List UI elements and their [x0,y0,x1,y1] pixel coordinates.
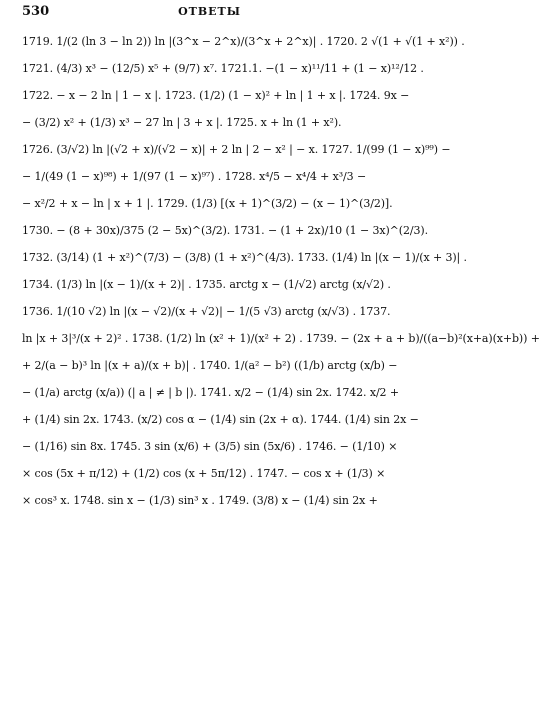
answer-line: × cos³ x. 1748. sin x − (1/3) sin³ x . 1749. (3/8) x − (1/4) sin 2x + [22,494,378,507]
answer-line: 1730. − (8 + 30x)/375 (2 − 5x)^(3/2). 1731. − (1 + 2x)/10 (1 − 3x)^(2/3). [22,224,428,237]
answer-line: + 2/(a − b)³ ln |(x + a)/(x + b)| . 1740. 1/(a² − b²) ((1/b) arctg (x/b) − [22,359,398,372]
answer-line: 1734. (1/3) ln |(x − 1)/(x + 2)| . 1735. arctg x − (1/√2) arctg (x/√2) . [22,278,391,291]
page-number: 530 [22,4,50,19]
answer-line: + (1/4) sin 2x. 1743. (x/2) cos α − (1/4) sin (2x + α). 1744. (1/4) sin 2x − [22,413,419,426]
answer-line: 1719. 1/(2 (ln 3 − ln 2)) ln |(3^x − 2^x)/(3^x + 2^x)| . 1720. 2 √(1 + √(1 + x²)) . [22,35,465,48]
answer-line: 1721. (4/3) x³ − (12/5) x⁵ + (9/7) x⁷. 1721.1. −(1 − x)¹¹/11 + (1 − x)¹²/12 . [22,62,424,75]
answer-line: − (1/16) sin 8x. 1745. 3 sin (x/6) + (3/5) sin (5x/6) . 1746. − (1/10) × [22,440,398,453]
answer-line: ln |x + 3|³/(x + 2)² . 1738. (1/2) ln (x² + 1)/(x² + 2) . 1739. − (2x + a + b)/((a−b)²(x+a)(x+b)) + [22,332,540,345]
page-header [22,4,397,20]
answer-line: − (3/2) x² + (1/3) x³ − 27 ln | 3 + x |. 1725. x + ln (1 + x²). [22,116,342,129]
page-title: ОТВЕТЫ [178,5,241,18]
answer-line: × cos (5x + π/12) + (1/2) cos (x + 5π/12) . 1747. − cos x + (1/3) × [22,467,386,480]
answer-line: − x²/2 + x − ln | x + 1 |. 1729. (1/3) [(x + 1)^(3/2) − (x − 1)^(3/2)]. [22,197,393,210]
answer-line: 1732. (3/14) (1 + x²)^(7/3) − (3/8) (1 + x²)^(4/3). 1733. (1/4) ln |(x − 1)/(x + 3)| . [22,251,467,264]
answer-line: − (1/a) arctg (x/a)) (| a | ≠ | b |). 1741. x/2 − (1/4) sin 2x. 1742. x/2 + [22,386,399,399]
answer-line: 1736. 1/(10 √2) ln |(x − √2)/(x + √2)| − 1/(5 √3) arctg (x/√3) . 1737. [22,305,391,318]
answers-block [22,35,540,520]
answer-line: − 1/(49 (1 − x)⁹⁸) + 1/(97 (1 − x)⁹⁷) . 1728. x⁴/5 − x⁴/4 + x³/3 − [22,170,367,183]
answer-line: 1722. − x − 2 ln | 1 − x |. 1723. (1/2) (1 − x)² + ln | 1 + x |. 1724. 9x − [22,89,410,102]
answer-line: 1726. (3/√2) ln |(√2 + x)/(√2 − x)| + 2 ln | 2 − x² | − x. 1727. 1/(99 (1 − x)⁹⁹) − [22,143,451,156]
